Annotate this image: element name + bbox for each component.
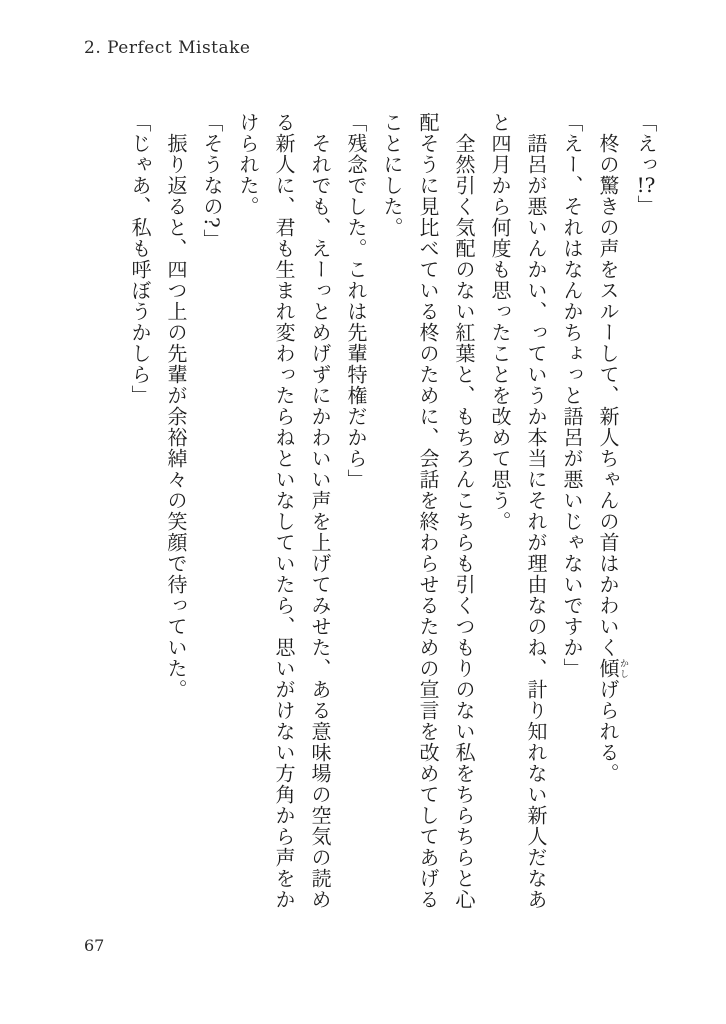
- tatechuyoko-text: !?: [636, 175, 656, 195]
- chapter-header: 2. Perfect Mistake: [84, 38, 251, 58]
- text-line: それでも、えーっとめげずにかわいい声を上げてみせた、ある意味場の空気の読め: [308, 112, 332, 910]
- text-line: 全然引く気配のない紅葉と、もちろんこちらも引くつもりのない私をちらちらと心: [452, 112, 476, 910]
- text-line: 「えー、それはなんかちょっと語呂が悪いじゃないですか」: [560, 112, 584, 679]
- text-line: けられた。: [236, 112, 260, 217]
- text-line: 柊の驚きの声をスルーして、新人ちゃんの首はかわいく傾かしげられる。: [596, 112, 628, 784]
- text-line: 「そうなの?」: [200, 112, 224, 250]
- text-line: と四月から何度も思ったことを改めて思う。: [488, 112, 512, 532]
- page-number: 67: [84, 936, 105, 955]
- text-line: 語呂が悪いんかい、っていうか本当にそれが理由なのね、計り知れない新人だなあ: [524, 112, 548, 910]
- text-line: 配そうに見比べている柊のために、会話を終わらせるための宣言を改めてしてあげる: [416, 112, 440, 910]
- text-line: 振り返ると、四つ上の先輩が余裕綽々の笑顔で待っていた。: [164, 112, 188, 700]
- text-line: 「えっ!?」: [634, 112, 658, 216]
- ruby-annotated-character: 傾かし: [596, 658, 628, 679]
- text-line: る新人に、君も生まれ変わったらねといなしていたら、思いがけない方角から声をか: [272, 112, 296, 910]
- text-line: 「残念でした。これは先輩特権だから」: [344, 112, 368, 490]
- text-line: 「じゃあ、私も呼ぼうかしら」: [128, 112, 152, 406]
- vertical-text-block: [122, 112, 664, 924]
- text-line: ことにした。: [380, 112, 404, 238]
